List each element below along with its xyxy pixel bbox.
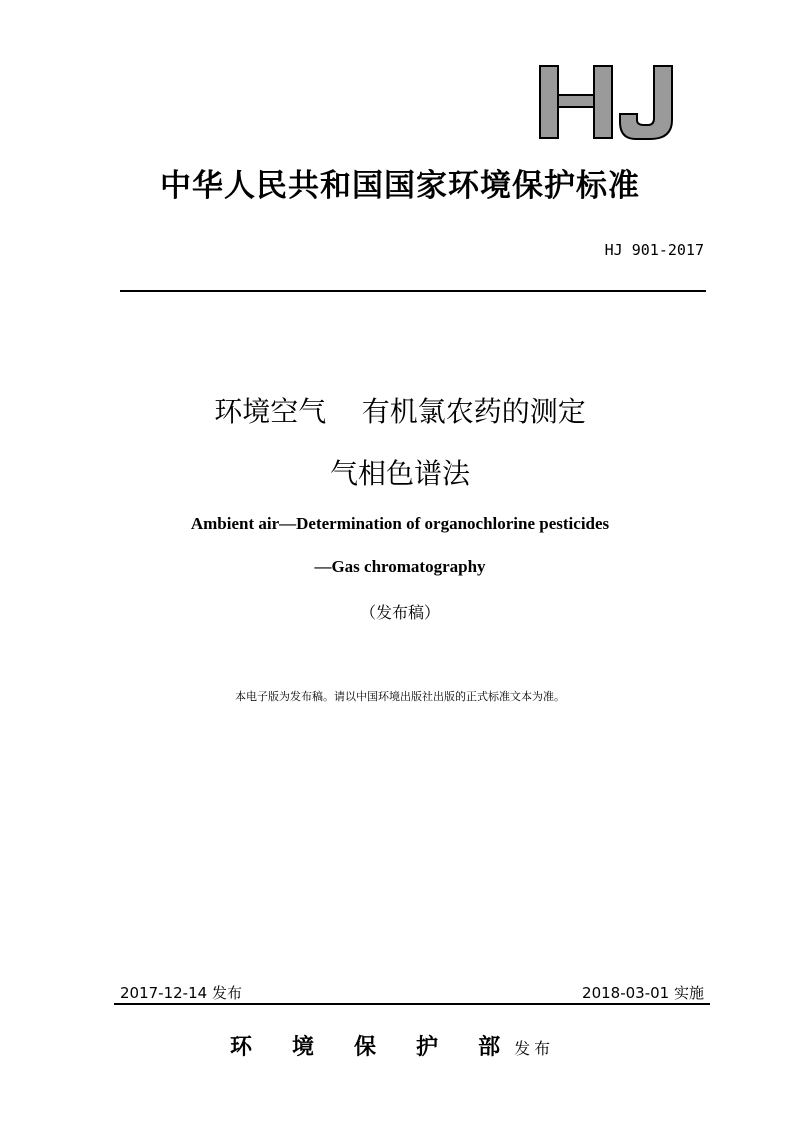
issuer-char: 环 [230, 1034, 253, 1060]
issuer-char: 护 [416, 1034, 439, 1060]
draft-label: （发布稿） [359, 603, 440, 622]
standard-code: HJ 901-2017 [604, 241, 704, 259]
issuer-suffix: 发布 [514, 1039, 555, 1058]
title-english-line2: —Gas chromatography [314, 557, 486, 576]
standard-organization-title: 中华人民共和国国家环境保护标准 [160, 168, 640, 204]
logo-text: HJ [536, 62, 538, 63]
top-divider [120, 290, 706, 292]
issuer-char: 部 [478, 1034, 501, 1060]
issuing-department [230, 1030, 554, 1061]
bottom-divider [114, 1003, 710, 1005]
hj-logo [536, 62, 706, 142]
issuer-char: 境 [292, 1034, 315, 1060]
issue-date: 2017-12-14 发布 [120, 984, 242, 1002]
title-chinese-line1: 环境空气 有机氯农药的测定 [214, 395, 586, 428]
electronic-version-notice: 本电子版为发布稿。请以中国环境出版社出版的正式标准文本为准。 [235, 690, 565, 703]
title-chinese-line2: 气相色谱法 [329, 457, 470, 490]
implementation-date: 2018-03-01 实施 [582, 984, 704, 1002]
issuer-char: 保 [354, 1034, 377, 1060]
title-english-line1: Ambient air—Determination of organochlorine pesticides [190, 514, 610, 533]
